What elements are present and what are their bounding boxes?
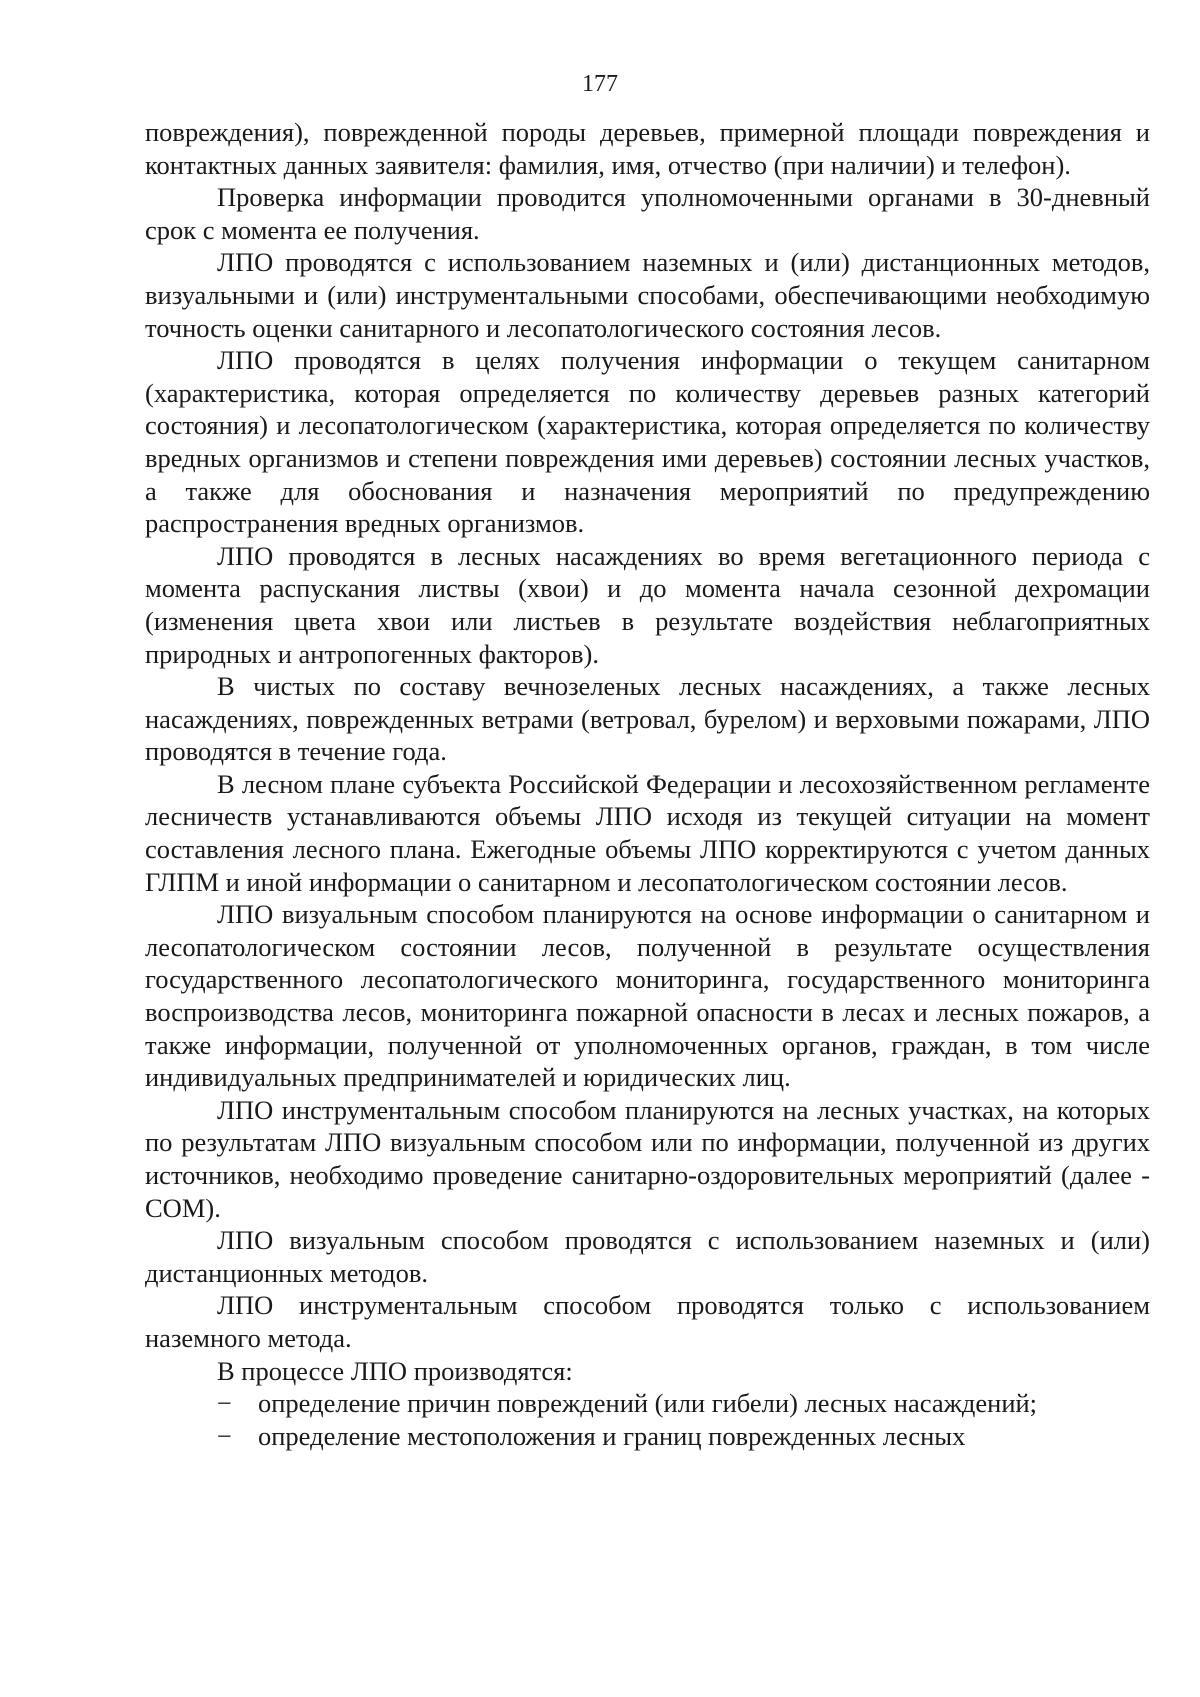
dash-marker: − bbox=[217, 1388, 232, 1419]
paragraph: Проверка информации проводится уполномоченными органами в 30-дневный срок с момента ее получения. bbox=[145, 182, 1150, 245]
paragraph: повреждения), поврежденной породы деревьев, примерной площади повреждения и контактных данных заявителя: фамилия, имя, отчество (при наличии) и телефон). bbox=[145, 117, 1150, 180]
paragraph: ЛПО инструментальным способом проводятся только с использованием наземного метода. bbox=[145, 1290, 1150, 1353]
list-item-text: определение причин повреждений (или гибели) лесных насаждений; bbox=[258, 1388, 1038, 1419]
bullet-list bbox=[145, 1387, 1150, 1452]
paragraph: ЛПО проводятся с использованием наземных и (или) дистанционных методов, визуальными и (или) инструментальными способами, обеспечивающими необходимую точность оценки санитарного и лесопатологического состояния лесов. bbox=[145, 247, 1150, 343]
list-item-text: определение местоположения и границ поврежденных лесных bbox=[258, 1420, 966, 1451]
paragraph: ЛПО инструментальным способом планируются на лесных участках, на которых по результатам ЛПО визуальным способом или по информации, полученной из других источников, необходимо проведение санитарно-оздоровительных мероприятий (далее - СОМ). bbox=[145, 1094, 1150, 1223]
list-item bbox=[145, 1387, 1150, 1420]
list-item bbox=[145, 1420, 1150, 1453]
dash-marker: − bbox=[217, 1420, 232, 1451]
paragraph: В лесном плане субъекта Российской Федерации и лесохозяйственном регламенте лесничеств устанавливаются объемы ЛПО исходя из текущей ситуации на момент составления лесного плана. Ежегодные объемы ЛПО корректируются с учетом данных ГЛПМ и иной информации о санитарном и лесопатологическом состоянии лесов. bbox=[145, 768, 1150, 897]
paragraph: ЛПО визуальным способом проводятся с использованием наземных и (или) дистанционных методов. bbox=[145, 1225, 1150, 1288]
paragraph: ЛПО проводятся в целях получения информации о текущем санитарном (характеристика, которая определяется по количеству деревьев разных категорий состояния) и лесопатологическом (характеристика, которая определяется по количеству вредных организмов и степени повреждения ими деревьев) состоянии лесных участков, а также для обоснования и назначения мероприятий по предупреждению распространения вредных организмов. bbox=[145, 345, 1150, 539]
paragraph: В чистых по составу вечнозеленых лесных насаждениях, а также лесных насаждениях, поврежденных ветрами (ветровал, бурелом) и верховыми пожарами, ЛПО проводятся в течение года. bbox=[145, 671, 1150, 767]
paragraph: В процессе ЛПО производятся: bbox=[217, 1355, 573, 1386]
page-number: 177 bbox=[582, 71, 618, 97]
document-body bbox=[145, 116, 1150, 1452]
paragraph: ЛПО визуальным способом планируются на основе информации о санитарном и лесопатологическом состоянии лесов, полученной в результате осуществления государственного лесопатологического мониторинга, государственного мониторинга воспроизводства лесов, мониторинга пожарной опасности в лесах и лесных пожаров, а также информации, полученной от уполномоченных органов, граждан, в том числе индивидуальных предпринимателей и юридических лиц. bbox=[145, 899, 1150, 1093]
paragraph: ЛПО проводятся в лесных насаждениях во время вегетационного периода с момента распускания листвы (хвои) и до момента начала сезонной дехромации (изменения цвета хвои или листьев в результате воздействия неблагоприятных природных и антропогенных факторов). bbox=[145, 540, 1150, 669]
